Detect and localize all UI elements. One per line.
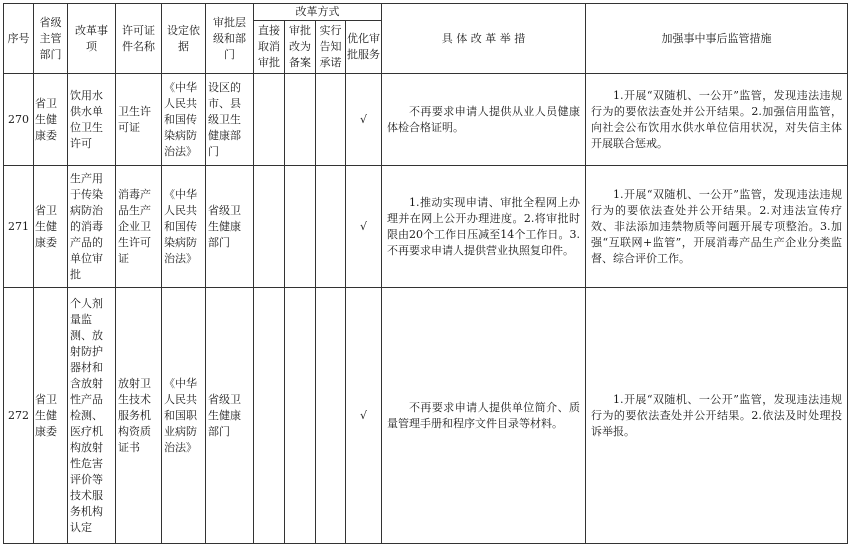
cell-license: 卫生许可证 [116, 74, 162, 166]
header-supervision: 加强事中事后监管措施 [586, 4, 848, 74]
cell-item: 个人剂量监测、放射防护器材和含放射性产品检测、医疗机构放射性危害评价等技术服务机构认定 [68, 288, 116, 544]
cell-mode-filing [285, 288, 316, 544]
header-reform-mode: 改革方式 [254, 4, 382, 21]
cell-level: 省级卫生健康部门 [206, 288, 254, 544]
cell-mode-optimize: √ [346, 74, 382, 166]
cell-mode-notify [316, 288, 346, 544]
cell-level: 设区的市、县级卫生健康部门 [206, 74, 254, 166]
cell-mode-optimize: √ [346, 166, 382, 288]
header-mode-cancel: 直接取消审批 [254, 21, 285, 74]
reform-table [3, 3, 848, 544]
header-level: 审批层级和部门 [206, 4, 254, 74]
cell-item: 生产用于传染病防治的消毒产品的单位审批 [68, 166, 116, 288]
table-row [4, 74, 848, 166]
cell-dept: 省卫生健康委 [34, 166, 68, 288]
cell-basis: 《中华人民共和国传染病防治法》 [162, 166, 206, 288]
cell-mode-filing [285, 74, 316, 166]
cell-mode-optimize: √ [346, 288, 382, 544]
cell-basis: 《中华人民共和国职业病防治法》 [162, 288, 206, 544]
header-basis: 设定依据 [162, 4, 206, 74]
cell-dept: 省卫生健康委 [34, 288, 68, 544]
header-mode-filing: 审批改为备案 [285, 21, 316, 74]
cell-license: 放射卫生技术服务机构资质证书 [116, 288, 162, 544]
cell-supervision: 1.开展“双随机、一公开”监管，发现违法违规行为的要依法查处并公开结果。2.依法及时处理投诉举报。 [586, 288, 848, 544]
cell-mode-notify [316, 74, 346, 166]
header-mode-optimize: 优化审批服务 [346, 21, 382, 74]
cell-seq: 272 [4, 288, 34, 544]
header-measures: 具 体 改 革 举 措 [382, 4, 586, 74]
cell-mode-filing [285, 166, 316, 288]
cell-item: 饮用水供水单位卫生许可 [68, 74, 116, 166]
header-dept: 省级主管部门 [34, 4, 68, 74]
cell-seq: 270 [4, 74, 34, 166]
header-seq: 序号 [4, 4, 34, 74]
header-item: 改革事项 [68, 4, 116, 74]
cell-basis: 《中华人民共和国传染病防治法》 [162, 74, 206, 166]
cell-mode-cancel [254, 166, 285, 288]
header-mode-notify: 实行告知承诺 [316, 21, 346, 74]
cell-seq: 271 [4, 166, 34, 288]
header-license: 许可证件名称 [116, 4, 162, 74]
cell-supervision: 1.开展“双随机、一公开”监管，发现违法违规行为的要依法查处并公开结果。2.对违法宣传疗效、非法添加违禁物质等问题开展专项整治。3.加强“互联网+监管”，开展消毒产品生产企业分类监督、综合评价工作。 [586, 166, 848, 288]
table-row [4, 166, 848, 288]
cell-measures: 1.推动实现申请、审批全程网上办理并在网上公开办理进度。2.将审批时限由20个工作日压减至14个工作日。3.不再要求申请人提供营业执照复印件。 [382, 166, 586, 288]
cell-dept: 省卫生健康委 [34, 74, 68, 166]
cell-level: 省级卫生健康部门 [206, 166, 254, 288]
cell-supervision: 1.开展“双随机、一公开”监管，发现违法违规行为的要依法查处并公开结果。2.加强信用监管，向社会公布饮用水供水单位信用状况，对失信主体开展联合惩戒。 [586, 74, 848, 166]
cell-mode-notify [316, 166, 346, 288]
cell-measures: 不再要求申请人提供单位简介、质量管理手册和程序文件目录等材料。 [382, 288, 586, 544]
table-row [4, 288, 848, 544]
cell-measures: 不再要求申请人提供从业人员健康体检合格证明。 [382, 74, 586, 166]
cell-mode-cancel [254, 288, 285, 544]
cell-license: 消毒产品生产企业卫生许可证 [116, 166, 162, 288]
cell-mode-cancel [254, 74, 285, 166]
